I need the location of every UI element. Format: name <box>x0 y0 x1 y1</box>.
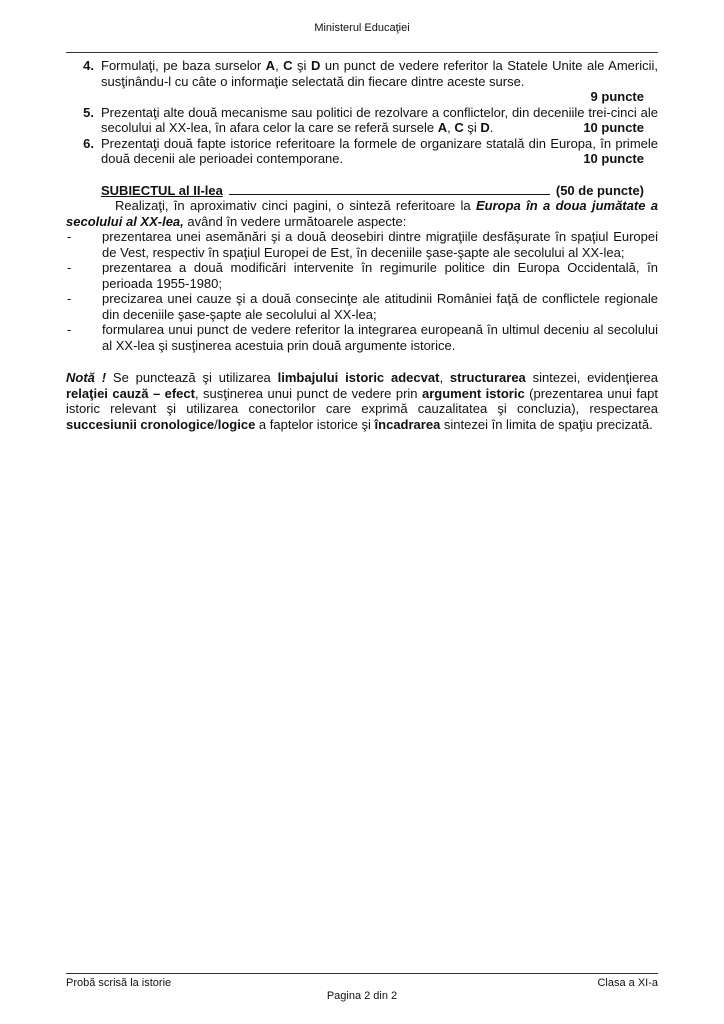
list-item: - prezentarea unei asemănări şi a două deosebiri dintre migraţiile desfăşurate în spaţiul Europei de Vest, respectiv în spaţiul Europei de Est, în deceniile şase-şapte ale secolului al XX-lea; <box>67 229 658 260</box>
list-item: - precizarea unei cauze şi a două consecinţe ale atitudinii României faţă de conflictele regionale din deceniile şase-şapte ale secolului al XX-lea; <box>67 291 658 322</box>
subject-heading <box>66 183 658 199</box>
note-label: Notă ! <box>66 370 107 385</box>
question-text: Prezentaţi alte două mecanisme sau politici de rezolvare a conflictelor, din deceniile trei-cinci ale secolului al XX-lea, în afara celor la care se referă sursele A, C şi D. 10 puncte <box>101 104 658 135</box>
question-points: 10 puncte <box>583 120 644 135</box>
footer-exam-name: Probă scrisă la istorie <box>66 977 172 989</box>
question-number: 5. <box>83 104 94 120</box>
question-points: 10 puncte <box>583 151 644 166</box>
question-item-5 <box>66 105 658 136</box>
question-text: Prezentaţi două fapte istorice referitoare la formele de organizare statală din Europa, în primele două decenii ale perioadei contemporane. 10 puncte <box>101 135 658 166</box>
aspects-list <box>66 229 658 353</box>
footer-divider <box>66 973 658 974</box>
question-number: 6. <box>83 135 94 151</box>
question-item-4 <box>66 58 658 89</box>
subject-intro: Realizaţi, în aproximativ cinci pagini, o sinteză referitoare la Europa în a doua jumătate a secolului al XX-lea, având în vedere următoarele aspecte: <box>66 198 658 229</box>
subject-title: SUBIECTUL al II-lea <box>101 182 223 198</box>
question-points: 9 puncte <box>590 89 644 104</box>
footer-class: Clasa a XI-a <box>597 977 658 989</box>
document-body <box>66 58 658 432</box>
subject-points: (50 de puncte) <box>555 182 644 198</box>
page-header: Ministerul Educaţiei <box>314 22 410 34</box>
question-text: Formulaţi, pe baza surselor A, C şi D un punct de vedere referitor la Statele Unite ale Americii, susţinându-l cu câte o informaţie selectată din fiecare dintre aceste surse. <box>101 58 658 89</box>
question-item-6 <box>66 136 658 167</box>
subject-underline <box>229 183 550 196</box>
list-item: - formularea unui punct de vedere referitor la integrarea europeană în ultimul deceniu al secolului al XX-lea şi susţinerea acestuia prin două argumente istorice. <box>67 322 658 353</box>
note-paragraph: Notă ! Se punctează şi utilizarea limbajului istoric adecvat, structurarea sintezei, evidenţierea relaţiei cauză – efect, susţinerea unui punct de vedere prin argument istoric (prezentarea unui fapt istoric relevant şi utilizarea conectorilor care exprimă cauzalitatea şi concluzia), respectarea succesiunii cronologice/logice a faptelor istorice şi încadrarea sintezei în limita de spaţiu precizată. <box>66 370 659 432</box>
header-divider <box>66 52 658 53</box>
question-number: 4. <box>83 58 94 73</box>
page-number: Pagina 2 din 2 <box>326 990 398 1002</box>
list-item: - prezentarea a două modificări intervenite în regimurile politice din Europa Occidentală, în perioada 1955-1980; <box>67 260 658 291</box>
